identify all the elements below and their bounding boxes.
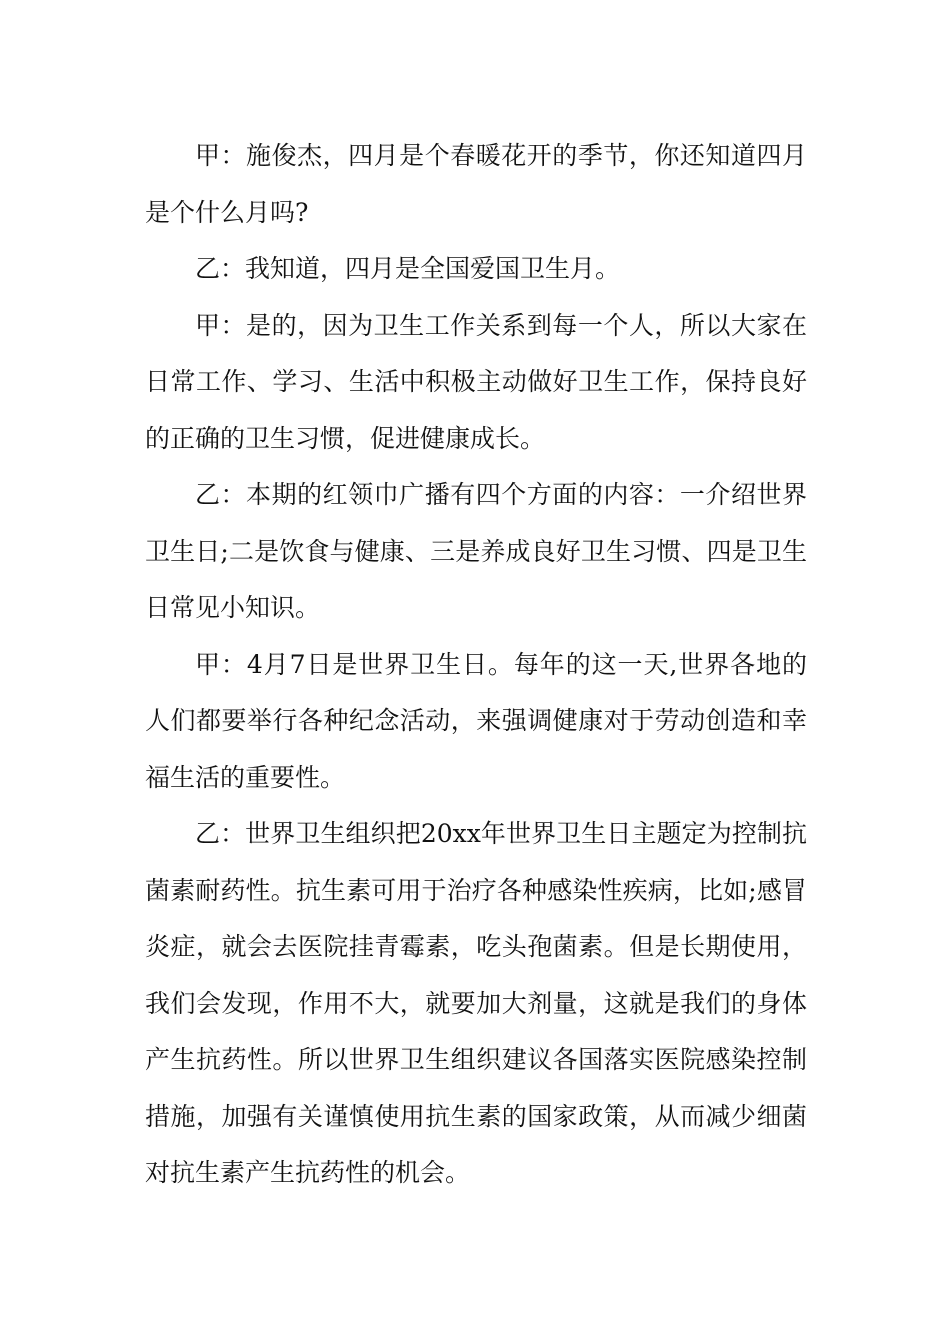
dialogue-paragraph-1: 甲：施俊杰，四月是个春暖花开的季节，你还知道四月是个什么月吗? xyxy=(145,141,807,227)
dialogue-paragraph-2: 乙：我知道，四月是全国爱国卫生月。 xyxy=(195,254,621,283)
document-body xyxy=(145,128,807,1202)
dialogue-paragraph-4: 乙：本期的红领巾广播有四个方面的内容：一介绍世界卫生日;二是饮食与健康、三是养成良好卫生习惯、四是卫生日常见小知识。 xyxy=(145,480,807,622)
dialogue-paragraph-6: 乙：世界卫生组织把20xx年世界卫生日主题定为控制抗菌素耐药性。抗生素可用于治疗各种感染性疾病，比如;感冒炎症，就会去医院挂青霉素，吃头孢菌素。但是长期使用，我们会发现，作用不大，就要加大剂量，这就是我们的身体产生抗药性。所以世界卫生组织建议各国落实医院感染控制措施，加强有关谨慎使用抗生素的国家政策，从而减少细菌对抗生素产生抗药性的机会。 xyxy=(145,819,807,1187)
dialogue-paragraph-5: 甲：4月7日是世界卫生日。每年的这一天,世界各地的人们都要举行各种纪念活动，来强调健康对于劳动创造和幸福生活的重要性。 xyxy=(145,649,807,792)
dialogue-paragraph-3: 甲：是的，因为卫生工作关系到每一个人，所以大家在日常工作、学习、生活中积极主动做好卫生工作，保持良好的正确的卫生习惯，促进健康成长。 xyxy=(145,310,807,453)
